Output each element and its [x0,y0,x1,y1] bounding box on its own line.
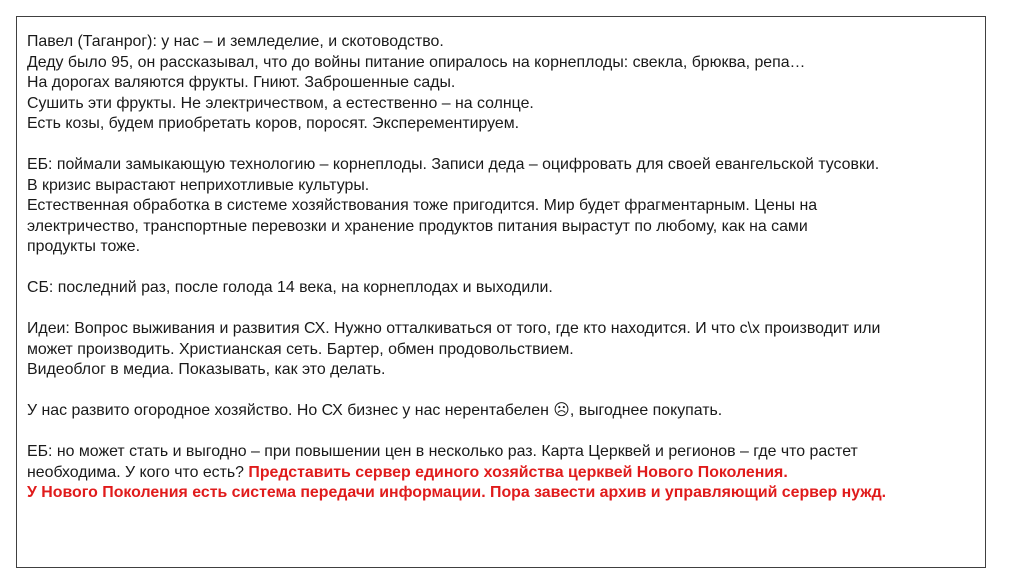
text-line: У нас развито огородное хозяйство. Но СХ бизнес у нас нерентабелен ☹, выгоднее покупать. [27,402,723,419]
paragraph-gap [27,135,982,156]
text-line: Видеоблог в медиа. Показывать, как это делать. [27,361,386,378]
text-line: Павел (Таганрог): у нас – и земледелие, и скотоводство. [27,33,444,50]
paragraph-gap [27,381,982,402]
text-line: Есть козы, будем приобретать коров, поросят. Эксперементируем. [27,115,520,132]
text-segment: необходима. У кого что есть? [27,463,249,481]
text-line: ЕБ: но может стать и выгодно – при повышении цен в несколько раз. Карта Церквей и регионов – где что растет [27,443,858,460]
text-line: В кризис вырастают неприхотливые культуры. [27,176,370,194]
highlighted-text-line: У Нового Поколения есть система передачи информации. Пора завести архив и управляющий сервер нужд. [27,484,887,501]
paragraph-gap [27,422,982,443]
text-line: Сушить эти фрукты. Не электричеством, а естественно – на солнце. [27,94,534,112]
text-line: может производить. Христианская сеть. Бартер, обмен продовольствием. [27,340,574,358]
paragraph-gap [27,299,982,320]
notes-text [27,32,982,504]
text-line: продукты тоже. [27,238,141,255]
text-line: электричество, транспортные перевозки и хранение продуктов питания вырастут по любому, как на сами [27,217,808,235]
paragraph-gap [27,258,982,279]
text-line: Естественная обработка в системе хозяйствования тоже пригодится. Мир будет фрагментарным. Цены на [27,197,818,214]
highlighted-text: Представить сервер единого хозяйства церквей Нового Поколения. [248,463,788,481]
mixed-text-line [27,463,982,484]
text-line: Идеи: Вопрос выживания и развития СХ. Нужно отталкиваться от того, где кто находится. И что с\х производит или [27,320,881,337]
text-line: Деду было 95, он рассказывал, что до войны питание опиралось на корнеплоды: свекла, брюква, репа… [27,53,806,71]
text-line: СБ: последний раз, после голода 14 века, на корнеплодах и выходили. [27,279,553,296]
text-line: ЕБ: поймали замыкающую технологию – корнеплоды. Записи деда – оцифровать для своей евангельской тусовки. [27,156,880,173]
text-line: На дорогах валяются фрукты. Гниют. Заброшенные сады. [27,74,456,91]
